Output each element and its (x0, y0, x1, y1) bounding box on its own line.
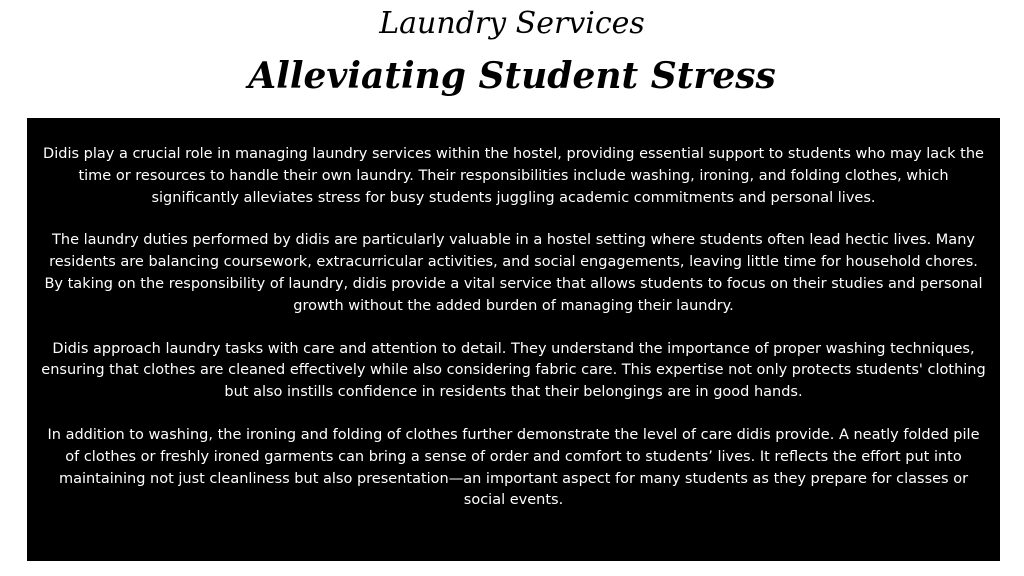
paragraph-3: Didis approach laundry tasks with care and attention to detail. They understand the importance of proper washing techniques, ensuring that clothes are cleaned effectively while also considering fabric care. This expertise not only protects students' clothing but also instills confidence in residents that their belongings are in good hands. (41, 340, 986, 401)
paragraph-1: Didis play a crucial role in managing laundry services within the hostel, providing essential support to students who may lack the time or resources to handle their own laundry. Their responsibilities include washing, ironing, and folding clothes, which significantly alleviates stress for busy students juggling academic commitments and personal lives. (43, 146, 984, 206)
content-panel (27, 118, 1000, 561)
paragraph-2: The laundry duties performed by didis are particularly valuable in a hostel setting where students often lead hectic lives. Many residents are balancing coursework, extracurricular activities, and social engagements, leaving little time for household chores. By taking on the responsibility of laundry, didis provide a vital service that allows students to focus on their studies and personal growth without the added burden of managing their laundry. (44, 232, 983, 314)
page-title: Alleviating Student Stress (248, 55, 776, 97)
section-subtitle: Laundry Services (379, 6, 645, 41)
paragraph-4: In addition to washing, the ironing and folding of clothes further demonstrate the level of care didis provide. A neatly folded pile of clothes or freshly ironed garments can bring a sense of order and comfort to students’ lives. It reflects the effort put into maintaining not just cleanliness but also presentation—an important aspect for many students as they prepare for classes or social events. (47, 426, 980, 509)
